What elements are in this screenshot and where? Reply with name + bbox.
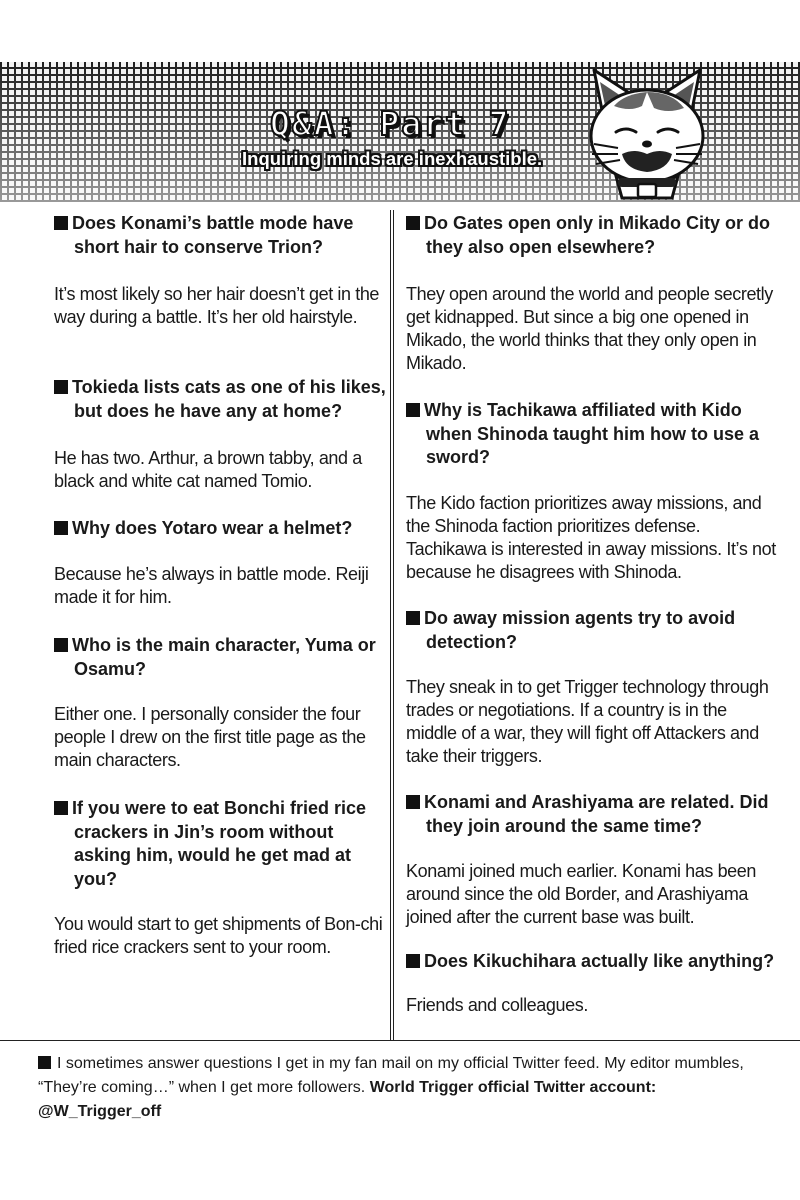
page-title: Q&A: Part 7 — [270, 104, 511, 143]
qa-item — [54, 634, 388, 772]
square-bullet-icon — [54, 216, 68, 230]
answer: They sneak in to get Trigger technology through trades or negotiations. If a country is in the middle of a war, they will fight off Attackers and take their triggers. — [406, 677, 769, 766]
square-bullet-icon — [54, 801, 68, 815]
square-bullet-icon — [406, 403, 420, 417]
square-bullet-icon — [54, 638, 68, 652]
question: Does Kikuchihara actually like anything? — [406, 950, 778, 974]
answer: Konami joined much earlier. Konami has been around since the old Border, and Arashiyama joined after the current base was built. — [406, 861, 757, 927]
question: Who is the main character, Yuma or Osamu? — [54, 634, 388, 681]
qa-item — [54, 376, 388, 493]
square-bullet-icon — [406, 954, 420, 968]
answer: He has two. Arthur, a brown tabby, and a black and white cat named Tomio. — [54, 448, 362, 491]
question: Does Konami’s battle mode have short hair to conserve Trion? — [54, 212, 388, 259]
answer: Because he’s always in battle mode. Reiji made it for him. — [54, 563, 369, 607]
qa-item — [406, 950, 778, 1017]
qa-item — [54, 212, 388, 329]
qa-item — [54, 517, 388, 609]
square-bullet-icon — [406, 216, 420, 230]
page-subtitle: Inquiring minds are inexhaustible. — [242, 148, 543, 169]
column-divider — [390, 210, 394, 1040]
question: Konami and Arashiyama are related. Did they join around the same time? — [406, 791, 778, 838]
question: If you were to eat Bonchi fried rice crackers in Jin’s room without asking him, would he get mad at you? — [54, 797, 388, 891]
square-bullet-icon — [406, 795, 420, 809]
question: Why is Tachikawa affiliated with Kido when Shinoda taught him how to use a sword? — [406, 399, 778, 470]
question: Tokieda lists cats as one of his likes, but does he have any at home? — [54, 376, 388, 423]
footer-divider — [0, 1040, 800, 1041]
answer: Friends and colleagues. — [406, 994, 588, 1015]
square-bullet-icon — [38, 1056, 51, 1069]
square-bullet-icon — [54, 380, 68, 394]
qa-item — [406, 607, 778, 768]
question: Why does Yotaro wear a helmet? — [54, 517, 388, 541]
square-bullet-icon — [406, 611, 420, 625]
answer: You would start to get shipments of Bon-chi fried rice crackers sent to your room. — [54, 914, 383, 957]
answer: The Kido faction prioritizes away missions, and the Shinoda faction prioritizes defense. Tachikawa is interested in away missions. It’s not because he disagrees with Shinoda. — [406, 492, 776, 582]
qa-item — [406, 399, 778, 584]
square-bullet-icon — [54, 521, 68, 535]
qa-item — [54, 797, 388, 959]
qa-item — [406, 791, 778, 929]
answer: Either one. I personally consider the four people I drew on the first title page as the main characters. — [54, 704, 366, 770]
question: Do away mission agents try to avoid detection? — [406, 607, 778, 654]
qa-item — [406, 212, 778, 375]
question: Do Gates open only in Mikado City or do they also open elsewhere? — [406, 212, 778, 259]
answer: It’s most likely so her hair doesn’t get in the way during a battle. It’s her old hairstyle. — [54, 284, 380, 327]
footer-text: I sometimes answer questions I get in my fan mail on my official Twitter feed. My editor mumbles, “They’re coming…” when I get more followers. — [38, 1055, 744, 1096]
cat-mascot-icon — [572, 58, 722, 208]
twitter-account: World Trigger official Twitter account: @W_Trigger_off — [38, 1079, 657, 1120]
footer-note — [38, 1052, 778, 1124]
answer: They open around the world and people secretly get kidnapped. But since a big one opened in Mikado, the world thinks that they only open in Mikado. — [406, 284, 773, 373]
